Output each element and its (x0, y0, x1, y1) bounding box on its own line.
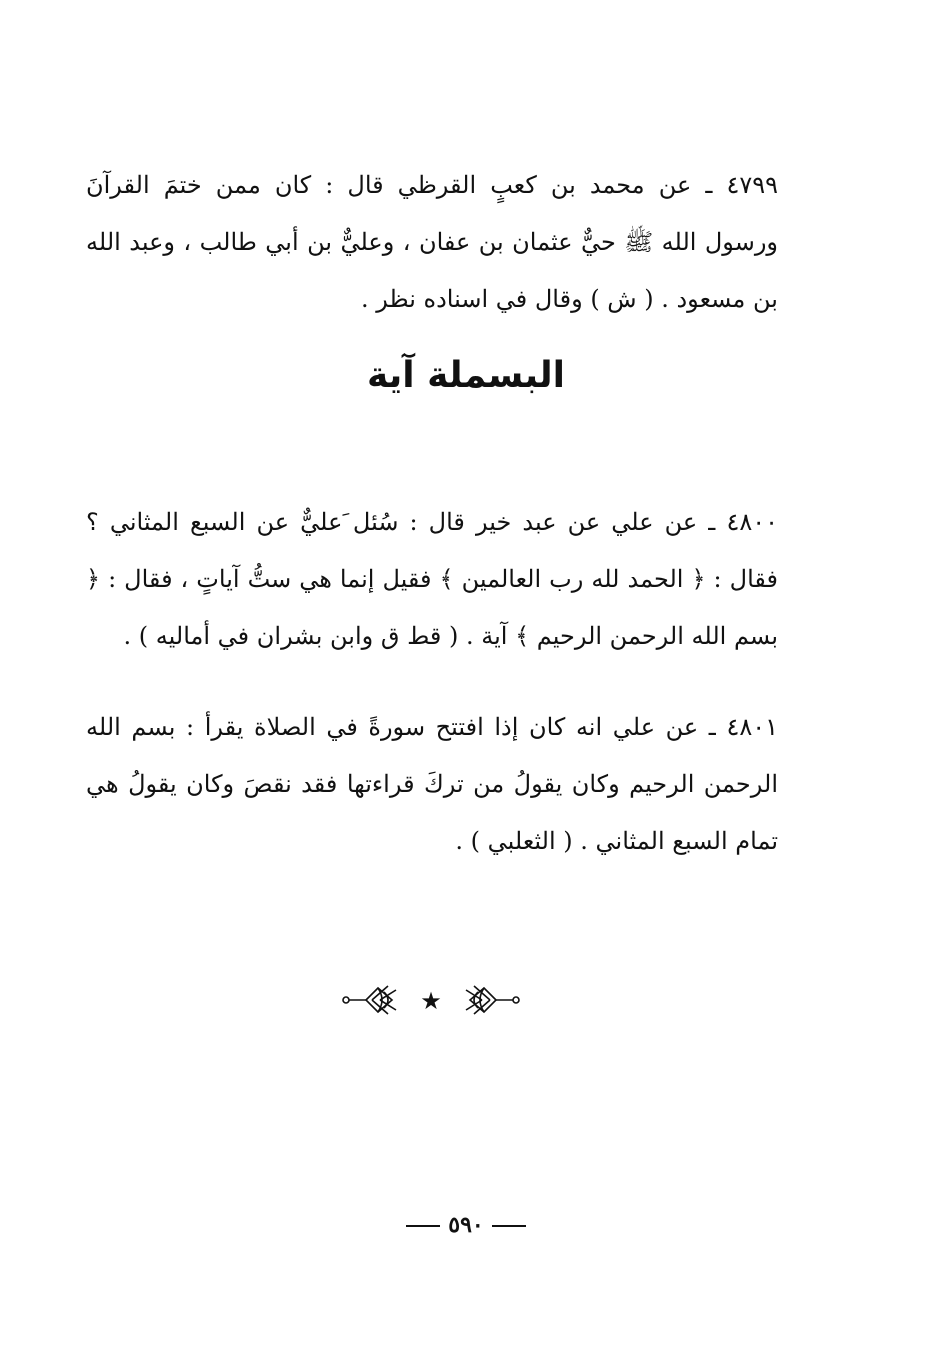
hadith-text: ـ عن علي انه كان إذا افتتح سورةً في الصلاة يقرأ : بسم الله الرحمن الرحيم وكان يقولُ من تركَ قراءتها فقد نقصَ وكان يقولُ هي تمام السبع المثاني . ( الثعلبي ) . (86, 713, 778, 855)
hadith-text: ـ عن محمد بن كعبٍ القرظي قال : كان ممن ختمَ القرآنَ ورسول الله ﷺ حيٌّ عثمان بن عفان ، وعليٌّ بن أبي طالب ، وعبد الله بن مسعود . ( ش ) وقال في اسناده نظر . (86, 171, 778, 313)
hadith-4801 (86, 699, 778, 870)
hadith-number: ٤٨٠٠ (726, 508, 778, 536)
section-heading: البسملة آية (366, 355, 566, 396)
right-flourish-icon (466, 986, 519, 1014)
hadith-number: ٤٧٩٩ (726, 171, 778, 199)
page-number-value: ٥٩٠ (448, 1212, 484, 1238)
section-ornament (336, 982, 526, 1018)
hadith-text: ـ عن علي عن عبد خير قال : سُئل َعليٌّ عن السبع المثاني ؟ فقال : ﴿ الحمد لله رب العالمين ﴾ فقيل إنما هي ستُّ آياتٍ ، فقال : ﴿ بسم الله الرحمن الرحيم ﴾ آية . ( قط ق وابن بشران في أماليه ) . (86, 508, 778, 650)
page-number (0, 1212, 932, 1238)
dash-right (492, 1225, 526, 1227)
hadith-4800 (86, 494, 778, 665)
dash-left (406, 1225, 440, 1227)
star-icon: ★ (420, 987, 442, 1015)
hadith-number: ٤٨٠١ (726, 713, 778, 741)
left-flourish-icon (343, 986, 396, 1014)
hadith-4799 (86, 157, 778, 328)
